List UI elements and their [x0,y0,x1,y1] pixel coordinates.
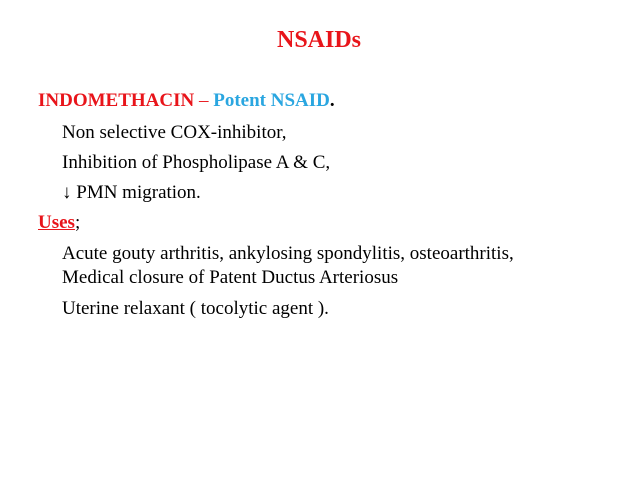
uses-label: Uses [38,212,75,233]
drug-descriptor: Potent NSAID [213,90,330,111]
mechanism-item: Non selective COX-inhibitor, [62,122,287,143]
drug-heading [38,89,335,112]
use-item: Medical closure of Patent Ductus Arteriosus [62,267,399,288]
drug-separator: – [194,90,214,111]
uses-heading [38,211,80,234]
use-item: Uterine relaxant ( tocolytic agent ). [62,298,329,319]
mechanism-item: Inhibition of Phospholipase A & C, [62,152,331,173]
use-item: Acute gouty arthritis, ankylosing spondylitis, osteoarthritis, [62,243,514,264]
drug-name: INDOMETHACIN [38,90,195,111]
uses-punct: ; [74,212,81,233]
mechanism-item: ↓ PMN migration. [62,182,201,203]
drug-end-punct: . [329,90,335,111]
slide-title: NSAIDs [276,27,362,53]
